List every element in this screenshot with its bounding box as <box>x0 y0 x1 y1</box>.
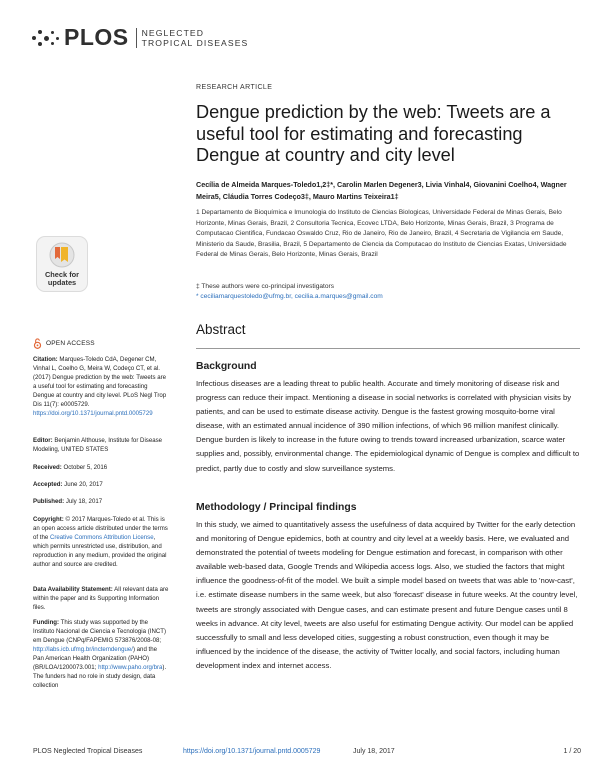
funding-label: Funding: <box>33 619 60 626</box>
open-access-text: OPEN ACCESS <box>46 340 95 347</box>
funding-text: This study was supported by the Instituto Nacional de Ciencia e Tecnologia (INCT) em Dengue (CNPq/FAPEMIG 573876/2008-08; <box>33 619 166 644</box>
bookmark-icon <box>49 242 75 268</box>
badge-line1: Check for <box>44 270 80 279</box>
published-block <box>33 497 169 506</box>
background-paragraph: Infectious diseases are a leading threat to public health. Accurate and timely monitoring of disease risk and progress can reduce their impact. Mentioning a disease in social networks is correlated with physician visits by patients, and can be used to estimate disease activity. Dengue is the fastest growing mosquito-borne viral disease, with an estimated annual incidence of 390 million infections, of which 96 million manifest clinically. Dengue burden is likely to increase in the future owing to trends toward increased urbanization, scarce water supplies and, possibly, environmental change. The epidemiological dynamic of Dengue is complex and difficult to predict, partly due to costly and slow surveillance systems. <box>196 379 580 473</box>
funding-link-paho[interactable]: http://www.paho.org/bra <box>98 664 163 671</box>
copyright-text: © 2017 Marques-Toledo et al. This is an open access article distributed under the terms of the <box>33 516 168 541</box>
badge-line2: updates <box>47 278 77 287</box>
accepted-label: Accepted: <box>33 481 63 488</box>
journal-header <box>30 24 248 51</box>
article-title: Dengue prediction by the web: Tweets are a useful tool for estimating and forecasting Dengue at country and city level <box>196 102 551 165</box>
affiliations: 1 Departamento de Bioquímica e Imunologia do Instituto de Ciencias Biologicas, Universidade Federal de Minas Gerais, Belo Horizonte, Minas Gerais, Brazil, 2 Consultoria Tecnica, Ecovec LTDA, Belo Horizonte, Minas Gerais, Brazil, 3 Programa de Computacao Cientifica, Fundacao Oswaldo Cruz, Rio de Janeiro, Rio de Janeiro, Brazil, 4 Secretaria de Vigilancia em Saude, Ministerio da Saude, Brasilia, Brazil, 5 Departamento de Ciencia da Computacao do Instituto de Ciencias Exatas, Universidade Federal de Minas Gerais, Belo Horizonte, Minas Gerais, Brazil <box>196 209 567 259</box>
copyright-block <box>33 515 169 569</box>
page-number: 1 / 20 <box>563 748 581 755</box>
abstract-divider <box>196 348 580 349</box>
co-investigators-note: ‡ These authors were co-principal investigators <box>196 283 335 290</box>
corresponding-emails[interactable]: * ceciliamarquestoledo@ufmg.br, cecilia.a.marques@gmail.com <box>196 293 383 300</box>
editor-label: Editor: <box>33 437 53 444</box>
journal-name-line1: NEGLECTED <box>141 27 205 38</box>
plos-wordmark: PLOS <box>64 24 129 50</box>
accepted-date: June 20, 2017 <box>64 481 103 488</box>
methods-heading: Methodology / Principal findings <box>196 502 357 513</box>
received-block <box>33 463 169 472</box>
check-for-updates-badge[interactable] <box>36 236 88 292</box>
funding-text-end: ). The funders had no role in study design, data collection <box>33 664 167 689</box>
page-footer <box>33 748 581 760</box>
journal-name <box>136 28 249 48</box>
funding-block <box>33 618 169 690</box>
background-heading: Background <box>196 361 257 372</box>
editor-block <box>33 436 169 454</box>
data-availability-text: All relevant data are within the paper and its Supporting Information files. <box>33 586 169 611</box>
data-availability-block <box>33 585 169 612</box>
published-date: July 18, 2017 <box>65 498 103 505</box>
author-list: Cecília de Almeida Marques-Toledo1,2‡*, Carolin Marlen Degener3, Livia Vinhal4, Giovanini Coelho4, Wagner Meira5, Cláudia Torres Codeço3‡, Mauro Martins Teixeira1‡ <box>196 180 567 202</box>
plos-logo-icon <box>30 27 60 49</box>
published-label: Published: <box>33 498 65 505</box>
citation-doi-link[interactable]: https://doi.org/10.1371/journal.pntd.0005729 <box>33 410 153 417</box>
received-date: October 5, 2016 <box>63 464 108 471</box>
funding-link-inct[interactable]: http://labs.icb.ufmg.br/inctemdengue/ <box>33 646 133 653</box>
license-link[interactable]: Creative Commons Attribution License <box>49 534 154 541</box>
correspondence <box>196 282 576 302</box>
methods-paragraph: In this study, we aimed to quantitatively assess the usefulness of data acquired by Twitter for the early detection and monitoring of Dengue epidemics, both at country and city level at a weekly basis. Here, we evaluated and demonstrated the potential of tweets modeling for Dengue estimation and forecast, in comparison with other available web-based data, Google Trends and Wikipedia access logs. Also, we studied the factors that might influence the goodness-of-fit of the model. We built a simple model based on tweets that was able to 'now-cast', i.e. estimate disease numbers in the same week, but also 'forecast' disease in future weeks. At the country level, tweets are strongly associated with Dengue cases, and can estimate present and future Dengue cases until 8 weeks in advance. At city level, tweets are also useful for estimating Dengue activity. Our model can be applied successfully to small and less developed cities, suggesting a robust construction, even though it may be influenced by the incidence of the disease, the activity of Twitter locally, and social factors, including human development index and internet access. <box>196 520 578 670</box>
citation-text: Marques-Toledo CdA, Degener CM, Vinhal L, Coelho G, Meira W, Codeço CT, et al. (2017) Dengue prediction by the web: Tweets are a useful tool for estimating and forecasting Dengue at country and city level. PLoS Negl Trop Dis 11(7): e0005729. <box>33 356 167 408</box>
data-availability-label: Data Availability Statement: <box>33 586 113 593</box>
journal-name-line2: TROPICAL DISEASES <box>141 37 249 48</box>
funding-text-cont: ) and the Pan American Health Organization (PAHO) (BR/LOA/1200073.001; <box>33 646 157 671</box>
accepted-block <box>33 480 169 489</box>
received-label: Received: <box>33 464 62 471</box>
article-type: RESEARCH ARTICLE <box>196 84 273 91</box>
citation-label: Citation: <box>33 356 58 363</box>
open-access-label <box>33 338 95 349</box>
open-lock-icon <box>33 338 42 349</box>
footer-journal: PLOS Neglected Tropical Diseases <box>33 748 143 755</box>
citation-block <box>33 355 169 418</box>
abstract-heading: Abstract <box>196 322 246 337</box>
editor-text: Benjamin Althouse, Institute for Disease Modeling, UNITED STATES <box>33 437 163 453</box>
copyright-text-cont: , which permits unrestricted use, distribution, and reproduction in any medium, provided the original author and source are credited. <box>33 534 167 568</box>
footer-date: July 18, 2017 <box>353 748 395 755</box>
footer-doi-link[interactable]: https://doi.org/10.1371/journal.pntd.0005729 <box>183 748 321 755</box>
copyright-label: Copyright: <box>33 516 64 523</box>
